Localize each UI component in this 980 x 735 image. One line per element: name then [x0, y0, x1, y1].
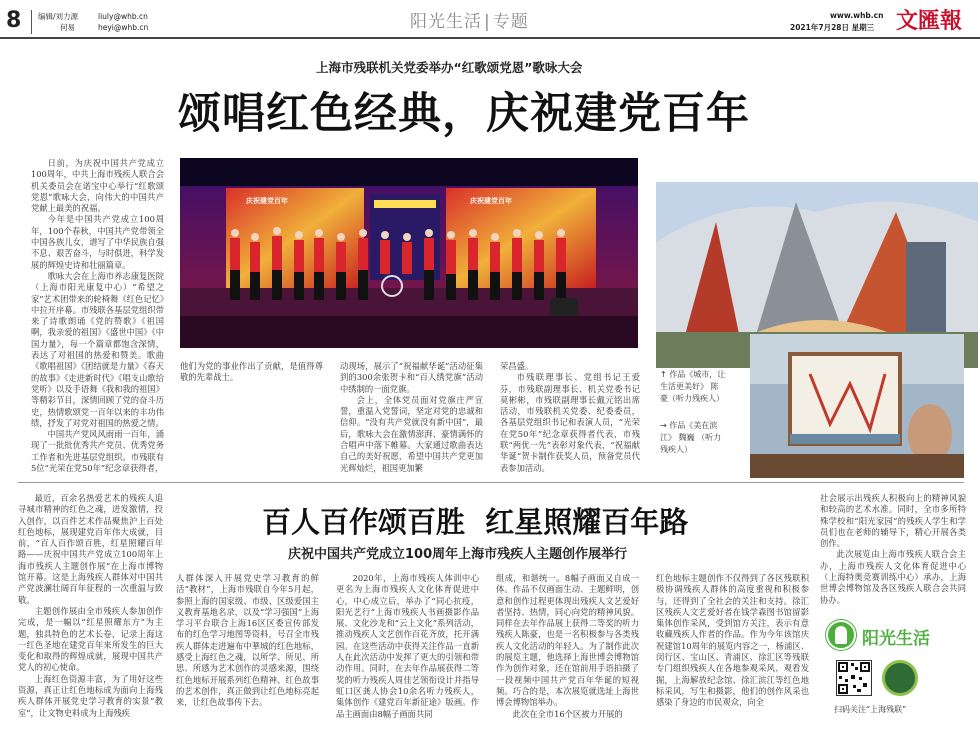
paragraph: 歌咏大会在上海市养志康复医院（上海市阳光康复中心）“希望之家”艺术团带来的轮椅舞《红色记忆》中拉开序幕。市残联各基层党组织带来了诗歌朗诵《党的赞歌》《祖国啊，我亲爱的祖国》《盛世中国》《中国力量》，每一个篇章都饱含深情，表达了对祖国的热爱和赞美。歌曲《歌唱祖国》《团结就是力量》《春天的故事》《走进新时代》《唱支山歌给党听》以及手语舞《我和我的祖国》等精彩节目，深情回顾了党的奋斗历史，热情歌颂党一百年以来的丰功伟绩，抒发了对党对祖国的热爱之情。 [31, 270, 164, 428]
qr-code[interactable] [836, 660, 872, 696]
caption-city [660, 369, 755, 405]
header-rule [0, 37, 980, 39]
paragraph: 组成，和谐统一。8幅子画面又自成一体。作品不仅画面生动、主题鲜明，创意和创作过程更体现出残疾人文艺爱好者坚持、热情，同心向党的精神风貌。同样在去年作品展上获得二等奖的听力残疾人陈豪，也是一名积极参与各类残疾人文化活动的年轻人。为了制作此次的展览主题，他选择上海世博会博物馆作为创作对象，还在馆前用手语拍摄了一段视频中国共产党百年华诞的短视频。巧合的是，本次展览就选址上海世博会博物馆举办。 [496, 573, 639, 708]
editor-block [38, 11, 78, 33]
sunshine-life-logo [826, 620, 950, 652]
paragraph: 红色地标主题创作不仅得到了各区残联积极协调残疾人群体的高度重视和积极参与，还得到了全社会的关注和支持。徐汇区残疾人文艺爱好者在钱学森图书馆留影集体创作采风，受到馆方关注，表示有意收藏残疾人作者的作品。作为今年该馆庆祝建馆10周年的展览内容之一，杨浦区、闵行区、宝山区、青浦区、徐汇区等残联专门组织残疾人在各地参观采风、观看发掘，上海解放纪念馆、徐汇滨江等红色地标采风，写生和摄影，他们的创作风采也感染了身边的市民观众，向全 [656, 573, 809, 708]
article2-headline: 百人百作颂百胜 红星照耀百年路 [262, 505, 689, 539]
issue-date: 2021年7月28日 星期三 [790, 23, 875, 32]
article1-column-1 [31, 158, 164, 476]
caption-line: 生活更美好》 陈 [660, 382, 719, 391]
email-block [98, 11, 148, 33]
caption-line: 残疾人） [660, 445, 692, 454]
caption-line: 江》 魏巍 （听力 [660, 433, 722, 442]
paragraph: 最近，百余名热爱艺术的残疾人追寻城市精神的红色之魂，进发激情，投入创作，以百件艺术作品聚焦沪上百处红色地标，展现建党百年伟大成就，目前，“百人百作颂百胜，红星照耀百年路——庆祝中国共产党成立100周年上海市残疾人主题创作展”在上海市博物馆开幕。这是上海残疾人群体对中国共产党波澜壮阔百年征程的一次重温与致敬。 [18, 493, 163, 605]
site-url[interactable]: www.whb.cn [830, 11, 884, 20]
paragraph: 荣昌盛。 [500, 361, 534, 371]
paragraph: 此次展览由上海市残疾人联合会主办，上海市残疾人文化体育促进中心（上海特奥竞赛训练中心）承办，上海世博会博物馆及各区残疾人联合会共同协办。 [820, 549, 966, 605]
article1-column-3 [340, 361, 483, 473]
paragraph: 社会展示出残疾人积极向上的精神风貌和较高的艺术水准。同时，全市多所特殊学校和“阳光家园”的残疾人学生和学员们也在老师的辅导下，精心开展各类创作。 [820, 493, 966, 549]
caption-riverside [660, 420, 755, 456]
qr-caption: 扫码关注“上海残联” [834, 705, 907, 714]
paragraph: 动现场，展示了“祝福献华诞”活动征集到的300余张贺卡和“百人绣党旗”活动中绣制的一面党旗。 [340, 361, 483, 394]
paragraph: 他们为党的事业作出了贡献，是值得尊敬的先辈战士。 [180, 361, 323, 383]
caption-line: 豪（听力残疾人） [660, 394, 724, 403]
paragraph: 中国共产党风风雨雨一百年，涌现了一批批优秀共产党员、优秀党务工作者和先进基层党组织。市残联有5位“光荣在党50年”纪念章获得者， [31, 429, 164, 474]
caption-line: → 作品《美在滨 [660, 421, 718, 430]
article1-kicker: 上海市残联机关党委举办“红歌颂党恩”歌咏大会 [316, 60, 583, 75]
paragraph: 会上，全体党员面对党旗庄严宣誓，重温入党誓词，坚定对党的忠诚和信仰。“没有共产党就没有新中国”，最后，歌咏大会在激情澎湃、豪情满怀的合唱声中落下帷幕。大家通过歌曲表达自己的美好祝愿，希望中国共产党更加光辉灿烂，祖国更加繁 [340, 394, 483, 473]
stage-screen-text-left: 庆祝建党百年 [246, 197, 288, 205]
article2-column-3 [336, 573, 479, 731]
paragraph: 2020年，上海市残疾人体训中心更名为上海市残疾人文化体育促进中心，中心成立后，举办了“同心抗疫，阳光艺行”上海市残疾人书画摄影作品展、文化沙龙和“云上文化”系列活动，推动残疾人文艺创作百花齐放，托开满园。在这些活动中获得关注作品一直新人在此次活动中发挥了更大的引领和带动作用。同时，在去年作品展获得二等奖的听力残疾人周佳艺领衔设计并指导虹口区龚人协会10余名听力残疾人，集体创作《建党百年新征途》版画。作品主画面由8幅子画面共同 [336, 573, 479, 719]
weibo-badge-icon[interactable] [882, 660, 918, 696]
stage-photo [180, 158, 638, 348]
article2-column-4 [496, 573, 639, 731]
section-type: 专题 [492, 12, 529, 32]
article2-column-5 [656, 573, 809, 731]
editor-1: 编辑/刘力源 [38, 12, 79, 21]
paragraph: 上海红色资源丰富，为了用好这些资源，真正让红色地标成为面向上海残疾人群体开展党史学习教育的实景“教室”，让文物史料成为上海残疾 [18, 673, 163, 718]
qr-code-icon [837, 661, 871, 695]
stage-screen-text-right: 庆祝建党百年 [470, 197, 512, 205]
article2-column-6 [820, 493, 966, 613]
article1-column-4 [500, 361, 640, 473]
email-2[interactable]: heyi@whb.cn [98, 23, 149, 32]
header-divider [31, 10, 32, 34]
article2-subhead: 庆祝中国共产党成立100周年上海市残疾人主题创作展举行 [288, 547, 628, 562]
email-1[interactable]: liuly@whb.cn [98, 12, 148, 21]
paragraph: 今年是中国共产党成立100周年，100个春秋，中国共产党带领全中国各族儿女，谱写了中华民族自强不息、艰苦奋斗，与时俱进，科学发展的辉煌史诗和壮丽篇章。 [31, 214, 164, 270]
artwork-photo-riverside [750, 334, 964, 478]
page-number: 8 [6, 8, 22, 33]
stage-photo-image [180, 158, 638, 348]
masthead-logo: 文匯報 [896, 8, 963, 34]
section-separator: | [484, 12, 491, 32]
article2-column-1 [18, 493, 163, 731]
paragraph: 人群体深入开展党史学习教育的鲜活“教材”，上海市残联自今年5月起，参照上海的国家级、市级、区级爱国主义教育基地名录，以及“学习强国”上海学习平台联合上海16区区委宣传部发布的红色学习地图等资料，号召全市残疾人群体走进遍布中華城的红色地标，感受上海红色之魂，以所学、所见、所思、所感为艺术创作的灵感来源，围绕红色地标开展系列红色精神、红色故事的艺术创作，真正做到让红色地标亮起来，让红色故事传下去。 [176, 573, 319, 708]
section-name: 阳光生活 [410, 12, 482, 32]
article-divider [18, 482, 964, 483]
logo-figure-icon [835, 626, 847, 644]
article1-headline: 颂唱红色经典，庆祝建党百年 [178, 89, 750, 139]
paragraph: 此次在全市16个区被力开展的 [512, 708, 623, 719]
paragraph: 主题创作展由全市残疾人参加创作完成，是一幅以“红星照耀东方”为主题，独具特色的艺术长卷，记录上海这一红色圣地在建党百年来所发生的巨大变化和取得的辉煌成就，展现中国共产党人的初心使命。 [18, 605, 163, 673]
editor-2: 何易 [60, 23, 75, 32]
logo-text: 阳光生活 [862, 629, 930, 649]
paragraph: 日前，为庆祝中国共产党成立100周年，中共上海市残疾人联合会机关委员会在诺宝中心举行“红歌颂党恩”歌咏大会，向伟大的中国共产党献上最美的祝福。 [31, 158, 164, 214]
article2-column-2 [176, 573, 319, 731]
caption-line: ↑ 作品《城市，让 [660, 370, 726, 379]
artwork-riverside-image [750, 334, 964, 478]
section-title [410, 7, 529, 32]
paragraph: 市残联理事长、党组书记王爱芬，市残联副理事长、机关党委书记莫彬彬，市残联副理事长戴元铭出席活动，市残联机关党委、纪委委员，各基层党组织书记和表演人员，“光荣在党50年”纪念章获得者代表，市残联“两优一先”表彰对象代表，“祝福献华诞”贺卡制作获奖人员，预备党员代表参加活动。 [500, 372, 640, 473]
article1-column-2 [180, 361, 323, 473]
